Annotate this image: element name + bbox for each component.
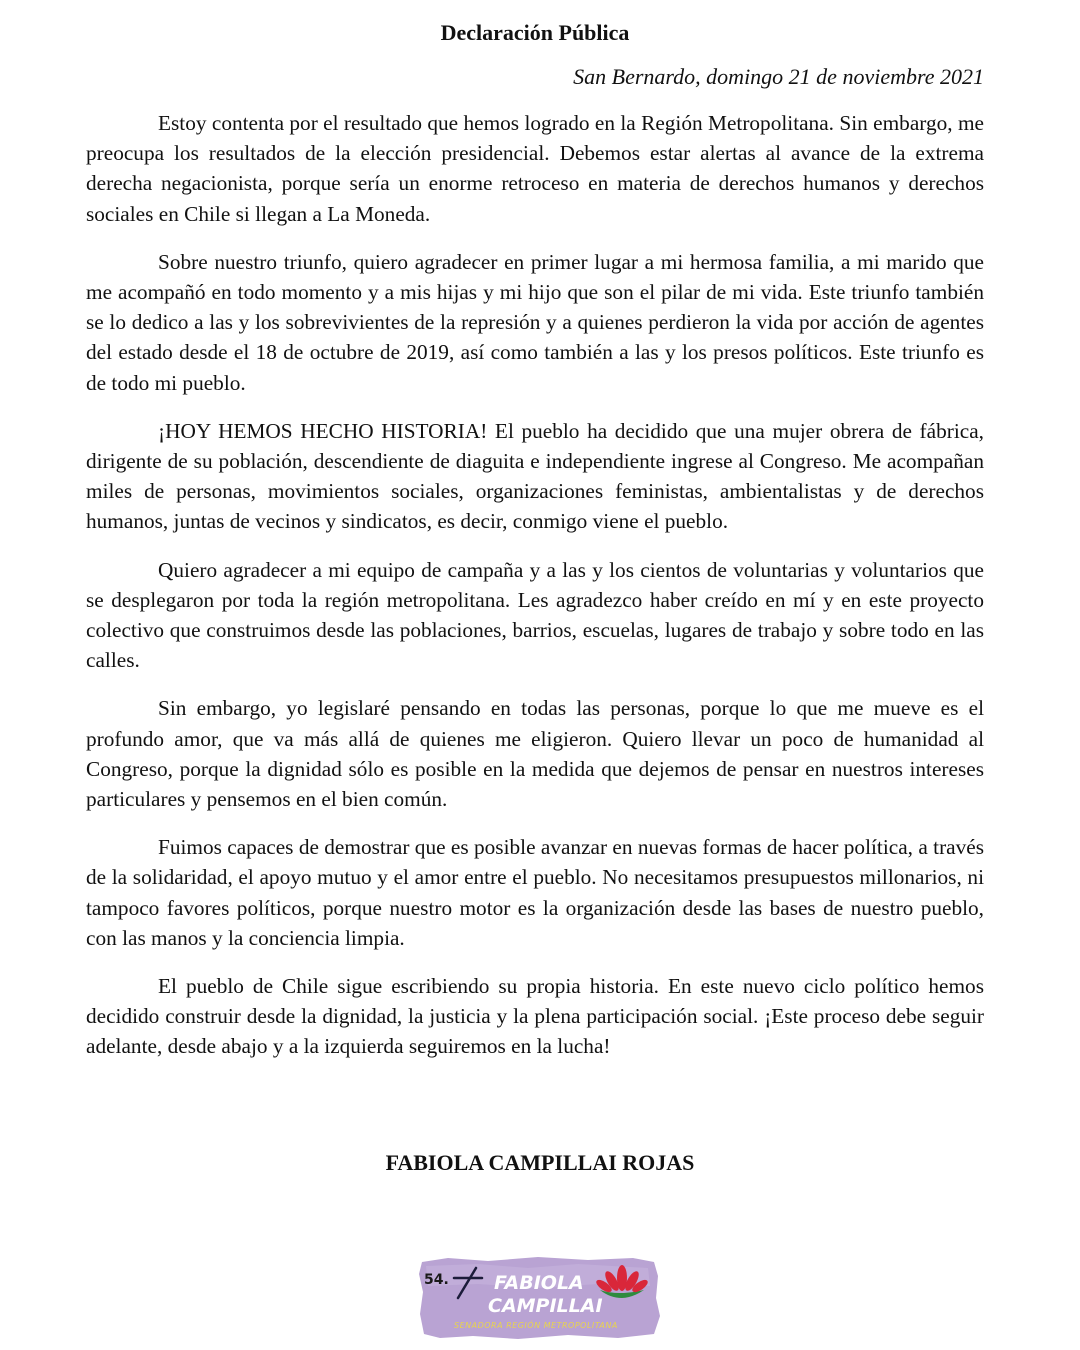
paragraph: Fuimos capaces de demostrar que es posible avanzar en nuevas formas de hacer política, a través de la solidaridad, el apoyo mutuo y el amor entre el pueblo. No necesitamos presupuestos millonarios, ni tampoco favores políticos, porque nuestro motor es la organización desde las bases de nuestro pueblo, con las manos y la conciencia limpia. <box>86 835 984 950</box>
logo-name-last: CAMPILLAI <box>488 1295 603 1317</box>
paragraph: Estoy contenta por el resultado que hemos logrado en la Región Metropolitana. Sin embargo, me preocupa los resultados de la elección presidencial. Debemos estar alertas al avance de la extrema derecha negacionista, porque sería un enorme retroceso en materia de derechos humanos y derechos sociales en Chile si llegan a La Moneda. <box>86 111 984 226</box>
signature: FABIOLA CAMPILLAI ROJAS <box>385 1150 695 1175</box>
campaign-logo <box>418 1256 664 1340</box>
document-title: Declaración Pública <box>440 20 630 45</box>
logo-tagline: SENADORA REGIÓN METROPOLITANA <box>454 1321 618 1330</box>
logo-name-first: FABIOLA <box>494 1272 584 1294</box>
paragraph: El pueblo de Chile sigue escribiendo su propia historia. En este nuevo ciclo político hemos decidido construir desde la dignidad, la justicia y la plena participación social. ¡Este proceso debe seguir adelante, desde abajo y a la izquierda seguiremos en la lucha! <box>86 974 984 1059</box>
logo-number: 54. <box>424 1272 449 1288</box>
paragraph: ¡HOY HEMOS HECHO HISTORIA! El pueblo ha decidido que una mujer obrera de fábrica, dirigente de su población, descendiente de diaguita e independiente ingrese al Congreso. Me acompañan miles de personas, movimientos sociales, organizaciones feministas, ambientalistas y de derechos humanos, juntas de vecinos y sindicatos, es decir, conmigo viene el pueblo. <box>86 418 984 534</box>
paragraph: Sobre nuestro triunfo, quiero agradecer en primer lugar a mi hermosa familia, a mi marido que me acompañó en todo momento y a mis hijas y mi hijo que son el pilar de mi vida. Este triunfo también se lo dedico a las y los sobrevivientes de la represión y a quienes perdieron la vida por acción de agentes del estado desde el 18 de octubre de 2019, así como también a las y los presos políticos. Este triunfo es de todo mi pueblo. <box>86 249 984 395</box>
paragraph: Sin embargo, yo legislaré pensando en todas las personas, porque lo que me mueve es el profundo amor, que va más allá de quienes me eligieron. Quiero llevar un poco de humanidad al Congreso, porque la dignidad sólo es posible en la medida que dejemos de pensar en nuestros intereses particulares y pensemos en el bien común. <box>86 696 984 812</box>
dateline: San Bernardo, domingo 21 de noviembre 2021 <box>573 64 984 89</box>
paragraph: Quiero agradecer a mi equipo de campaña y a las y los cientos de voluntarias y voluntarios que se desplegaron por toda la región metropolitana. Les agradezco haber creído en mí y en este proyecto colectivo que construimos desde las poblaciones, barrios, escuelas, lugares de trabajo y sobre todo en las calles. <box>86 557 984 673</box>
document-page <box>86 18 984 1062</box>
